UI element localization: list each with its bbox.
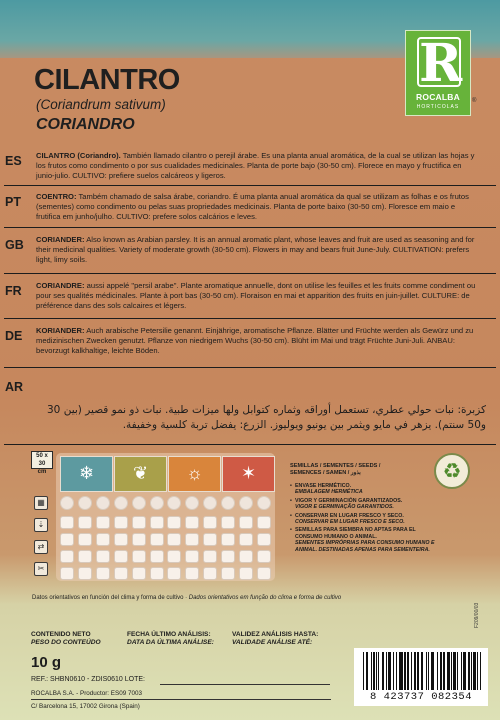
divider [4,185,496,186]
direct-sowing-icon: ⇣ [34,518,48,532]
snowflake-icon: ❄ [60,456,113,492]
list-item: • VIGOR Y GERMINACIÓN GARANTIZADOS. VIGOR E GERMINAÇÃO GARANTIDOS. [290,498,440,511]
calendar-cell [150,550,164,563]
calendar-cell [239,567,253,580]
month-cell [257,496,271,510]
calendar-cell [114,567,128,580]
last-analysis-label: FECHA ÚLTIMO ANÁLISIS: DATA DA ÚLTIMA ANÁLISE: [127,631,214,646]
calendar-cell [60,567,74,580]
calendar-cell [185,516,199,529]
logo-tagline: HORTICOLAS [416,104,460,110]
calendar-cell [221,567,235,580]
registered-mark: ® [472,98,477,104]
calendar-cell [60,550,74,563]
calendar-cell [96,533,110,546]
leaf-icon: ❦ [114,456,167,492]
net-content-label: CONTENIDO NETO PESO DO CONTEÚDO [31,631,101,646]
month-cell [114,496,128,510]
arabic-description: كزبرة: نبات حولي عطري، تستعمل أوراقه وثماره كتوابل ولها ميزات طبية. نبات ذو نمو قصير (بين 30 و50 سنتم). يزهر في مايو ويثمر بين يونيو ويوليوز. الزرع: يفضل تربة كلسية وخفيفة. [47,404,486,431]
calendar-cell [257,550,271,563]
calendar-cell [60,516,74,529]
calendar-cell [132,567,146,580]
calendar-cell [257,516,271,529]
calendar-cell [203,533,217,546]
calendar-cell [257,567,271,580]
valid-until-label: VALIDEZ ANÁLISIS HASTA: VALIDADE ANÁLISE ATÉ: [232,631,319,646]
month-cell [78,496,92,510]
calendar-cell [78,567,92,580]
lang-description: CILANTRO (Coriandro). También llamado cilantro o perejil árabe. Es una planta anual aromática, de la cual se utilizan las hojas y los frutos como condimento o por sus cualidades medicinales. Planta de porte bajo (30-50 cm). Florece en mayo y fructifica en junio-julio. CULTIVO: prefiere suelos calcáreos y ligeros. [36,151,475,180]
divider [4,367,496,368]
calendar-cell [78,516,92,529]
product-name: CILANTRO [34,64,180,96]
lot-underline [160,684,330,685]
lang-code: DE [5,329,23,343]
list-item: • SEMILLAS PARA SIEMBRA NO APTAS PARA EL CONSUMO HUMANO O ANIMAL. SEMENTES IMPRÓPRIAS PARA CONSUMO HUMANO E ANIMAL. DESTINADAS APENAS PARA SEMENTEIRA. [290,527,440,553]
calendar-cell [203,567,217,580]
calendar-cell [221,533,235,546]
seed-info-list [290,483,440,555]
list-item: • CONSERVAR EN LUGAR FRESCO Y SECO. CONSERVAR EM LUGAR FRESCO E SECO. [290,513,440,526]
company-line: ROCALBA S.A. - Productor: ES09 7003 [31,690,142,697]
calendar-cell [150,516,164,529]
month-cell [150,496,164,510]
month-cell [167,496,181,510]
calendar-cell [167,567,181,580]
calendar-cell [114,533,128,546]
seeds-title: SEMILLAS / SEMENTES / SEEDS / SEMENCES / SAMEN / بذور [290,463,381,476]
calendar-cell [114,550,128,563]
calendar-grid-row [56,567,275,580]
divider [4,444,496,445]
calendar-cell [185,533,199,546]
calendar-cell [203,516,217,529]
calendar-cell [185,567,199,580]
lang-code: ES [5,154,22,168]
calendar-cell [96,550,110,563]
orientative-data-note: Datos orientativos en función del clima y forma de cultivo · Dados orientativos em função do clima e forma de cultivo [32,595,342,601]
calendar-cell [96,516,110,529]
calendar-cell [185,550,199,563]
lang-code: FR [5,284,22,298]
sun-icon: ☼ [168,456,221,492]
month-cell [60,496,74,510]
calendar-cell [132,550,146,563]
logo-brand-name: ROCALBA [416,92,460,102]
plant-spacing: 50 x 30 [36,453,48,467]
lang-description: COENTRO: Também chamado de salsa árabe, coriandro. É uma planta anual aromática da qual se utilizam as folhas e os frutos (sementes) como condimento ou pelas suas propriedades medicinais. Planta de porte baixo (30-50 cm). Floresce em maio e frutifica em junho/julho. CULTIVO: prefere solos calcários e leves. [36,192,469,221]
calendar-cell [167,516,181,529]
sowing-bed-icon: ▦ [34,496,48,510]
calendar-cell [167,550,181,563]
divider [4,227,496,228]
logo-r-mark [417,33,463,94]
divider [4,318,496,319]
calendar-cell [78,550,92,563]
calendar-cell [150,533,164,546]
lang-code: GB [5,238,24,252]
lang-code: PT [5,195,21,209]
month-cell [185,496,199,510]
month-row [56,496,275,512]
list-item: • ENVASE HERMÉTICO. EMBALAGEM HERMÉTICA [290,483,440,496]
calendar-grid-row [56,516,275,529]
calendar-grid-row [56,533,275,546]
calendar-cell [150,567,164,580]
calendar-cell [221,516,235,529]
transplant-icon: ⇄ [34,540,48,554]
print-code: F209/00/03 [474,602,480,628]
lang-description: CORIANDRE: aussi appelé "persil arabe". Plante aromatique annuelle, dont on utilise les feuilles et les fruits comme condiment ou pour ses qualités médicinales. Plante à port bas (30-50 cm). Floraison en mai et apparition des fruits en juin-juillet. CULTURE: de préférence dans des sols calcaires et légers. [36,281,476,310]
lang-code: AR [5,380,24,394]
calendar-cell [239,550,253,563]
company-underline [31,699,331,700]
lang-description: CORIANDER: Also known as Arabian parsley. It is an annual aromatic plant, whose leaves and fruit are used as seasoning and for their medicinal qualities. Variety of moderate growth (30-50 cm). Flowers in may and bears fruit June-July. CULTIVATION: prefers light, limy soils. [36,235,475,264]
calendar-cell [96,567,110,580]
logo-letter: R [419,33,463,94]
divider [4,273,496,274]
calendar-cell [167,533,181,546]
plant-spacing-unit: cm [37,469,47,475]
barcode-bars [363,652,481,690]
calendar-cell [221,550,235,563]
net-weight: 10 g [31,654,62,671]
calendar-cell [60,533,74,546]
calendar-cell [203,550,217,563]
address-line: C/ Barcelona 15, 17002 Girona (Spain) [31,703,140,710]
calendar-cell [114,516,128,529]
calendar-cell [132,516,146,529]
latin-name: (Coriandrum sativum) [36,97,166,112]
barcode [354,648,488,706]
month-cell [239,496,253,510]
common-name: CORIANDRO [36,116,135,133]
calendar-cell [239,516,253,529]
month-cell [221,496,235,510]
rocalba-logo [405,30,471,116]
month-cell [203,496,217,510]
calendar-cell [78,533,92,546]
reference-line: REF.: SHBN0610 - ZDIS0610 LOTE: [31,676,145,683]
sowing-calendar [56,453,275,581]
calendar-cell [239,533,253,546]
plant-spacing-box [31,451,53,475]
calendar-grid-row [56,550,275,563]
barcode-number: 8 423737 082354 [369,691,472,703]
green-dot-recycle-icon: ♻ [434,453,470,489]
calendar-cell [132,533,146,546]
month-cell [96,496,110,510]
maple-leaf-icon: ✶ [222,456,275,492]
lang-description: KORIANDER: Auch arabische Petersilie genannt. Einjährige, aromatische Pflanze. Blätter und Früchte werden als Gewürz und zu medizinischen Zwecken genutzt. Pflanze von niedrigem Wuchs (30-50 cm). Blüht im Mai und trägt Früchte Juni-Juli. ANBAU: bevorzugt kalkhaltige, leichte Böden. [36,326,474,355]
calendar-cell [257,533,271,546]
harvest-icon: ✂ [34,562,48,576]
month-cell [132,496,146,510]
